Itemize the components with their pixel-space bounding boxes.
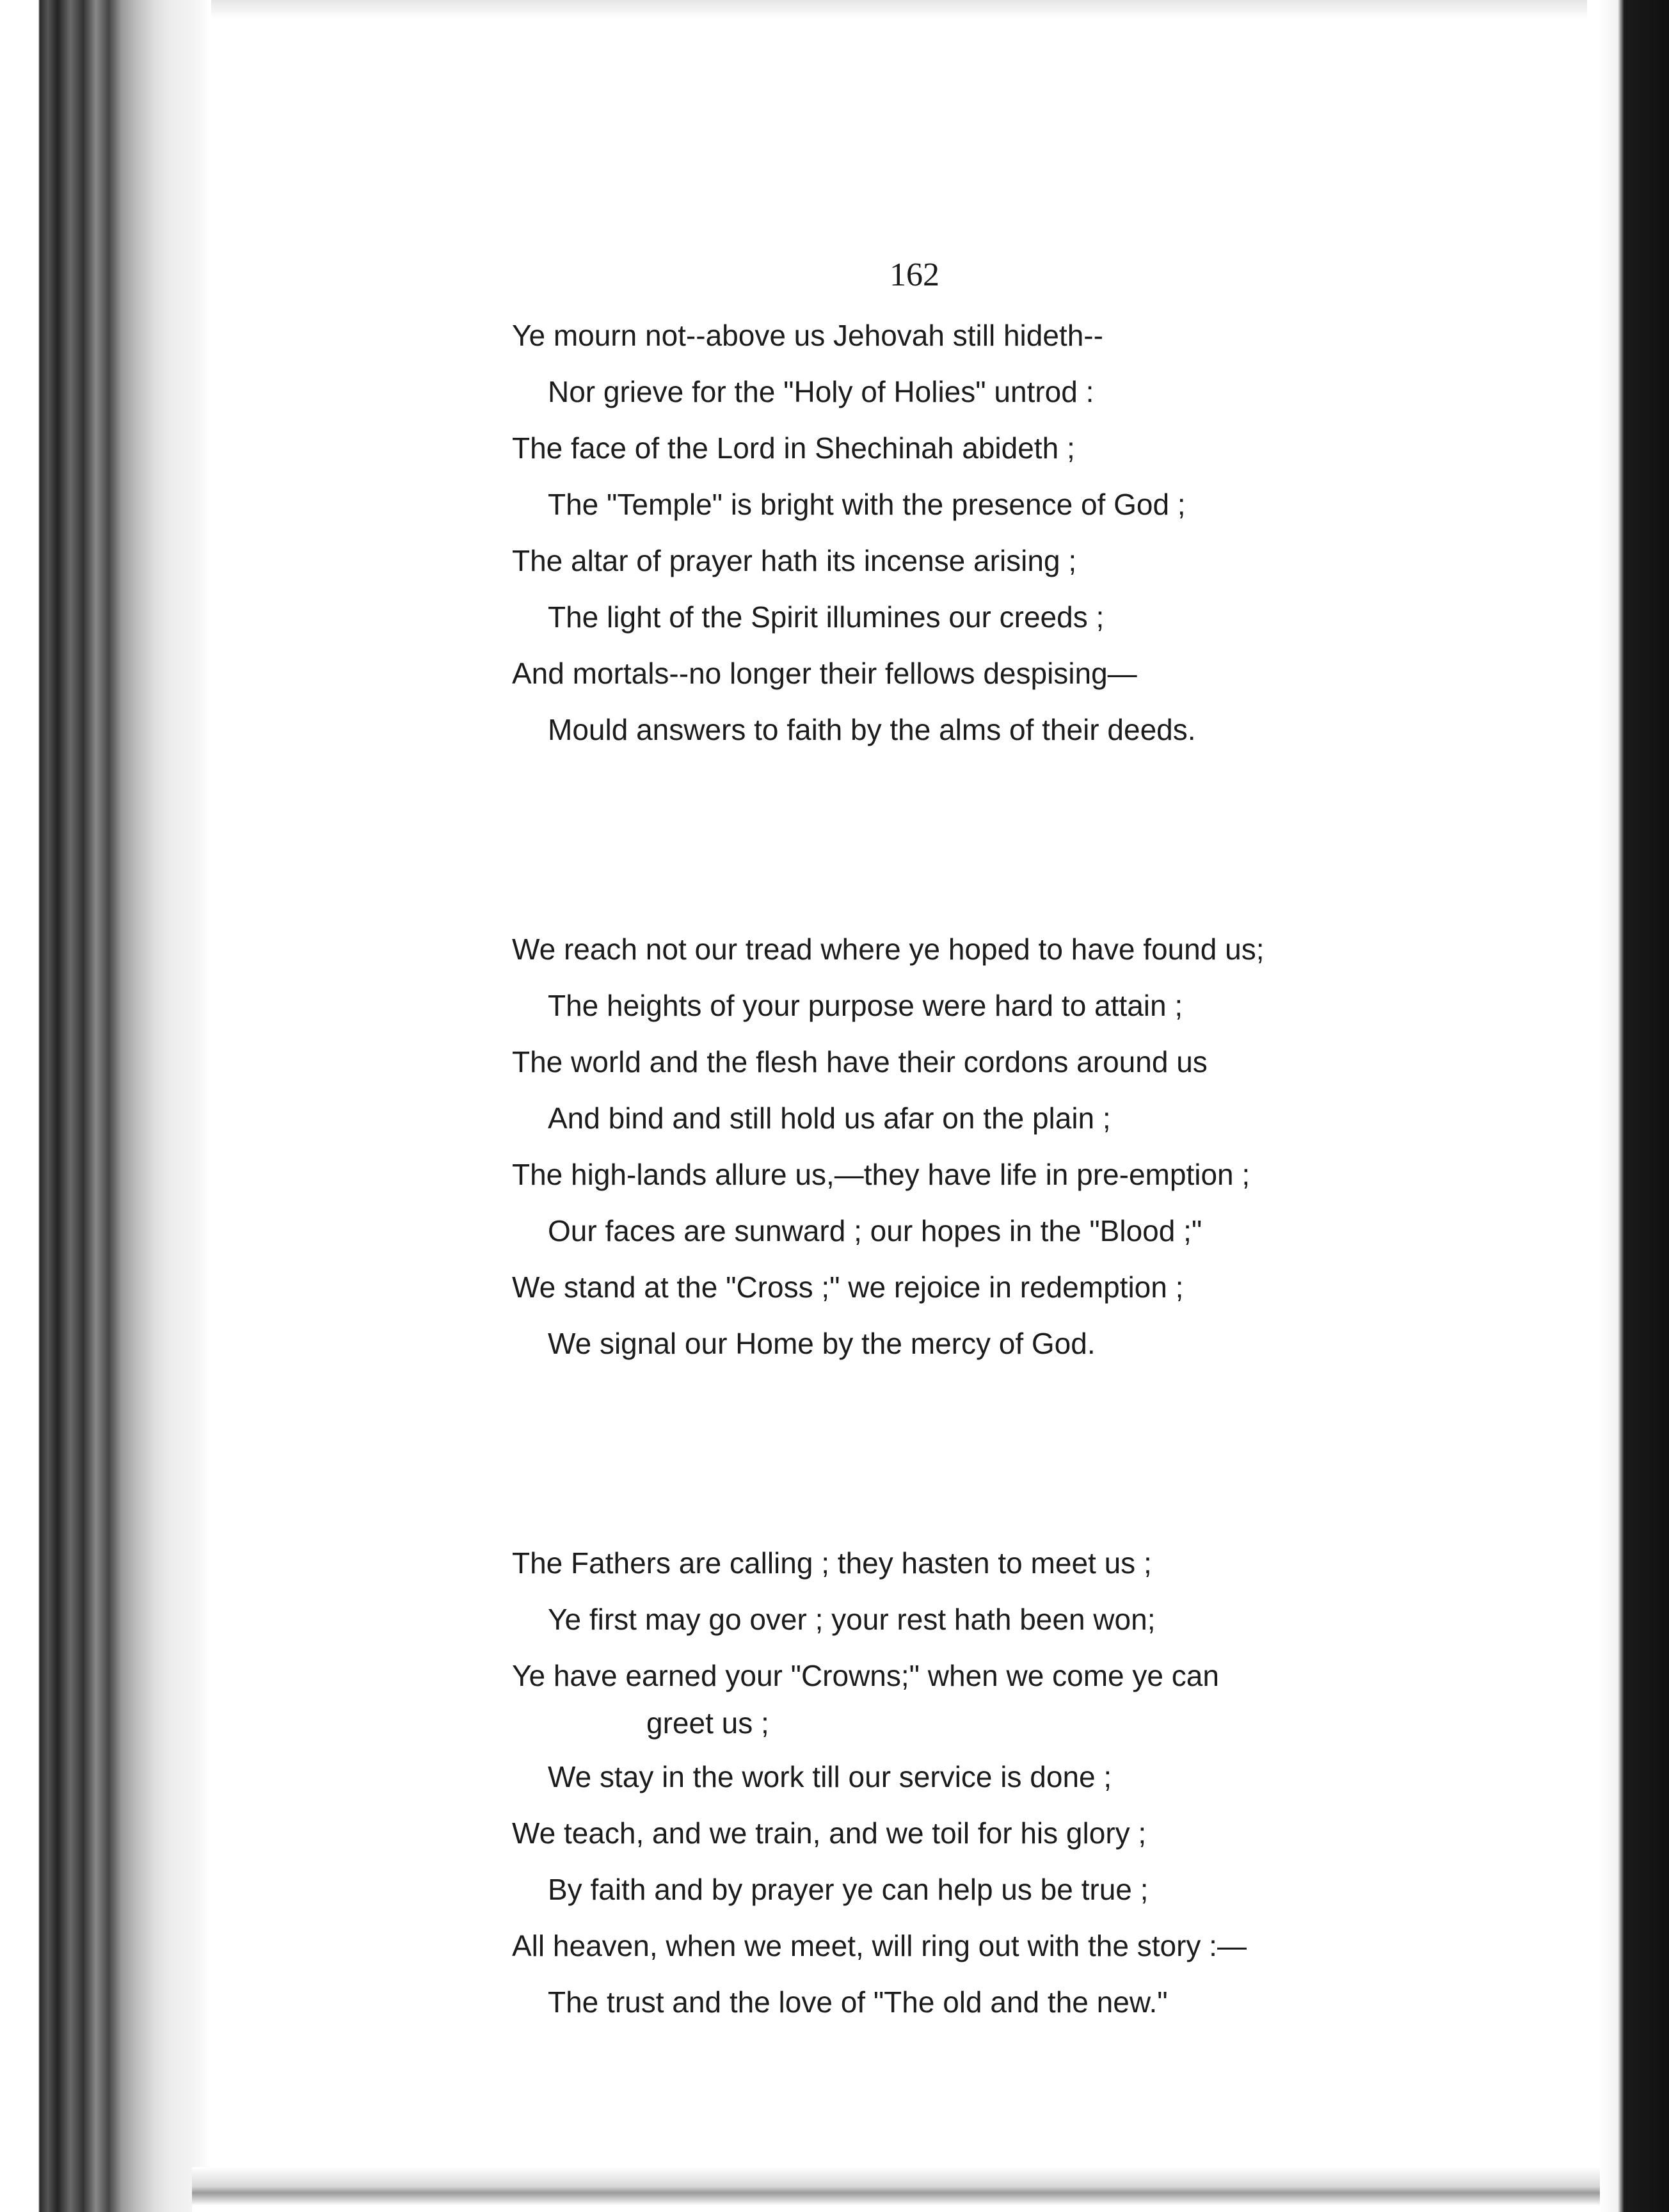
poem-line: And bind and still hold us afar on the plain ; [548, 1102, 1111, 1135]
poem-line: We stay in the work till our service is done ; [548, 1760, 1112, 1793]
poem-line: All heaven, when we meet, will ring out with the story :— [512, 1929, 1247, 1962]
page-top-edge [211, 0, 1587, 19]
poem-line: Ye have earned your "Crowns;" when we come ye can [512, 1659, 1219, 1692]
poem-line: The heights of your purpose were hard to attain ; [548, 989, 1183, 1022]
poem-line: We stand at the "Cross ;" we rejoice in redemption ; [512, 1270, 1184, 1304]
poem-line: The high-lands allure us,—they have life in pre-emption ; [512, 1158, 1250, 1191]
poem-line: We reach not our tread where ye hoped to have found us; [512, 933, 1265, 966]
stanza-2 [512, 921, 1440, 1372]
book-edge [0, 0, 211, 2212]
stanza-1 [512, 307, 1440, 758]
poem-line: The trust and the love of "The old and the new." [548, 1985, 1168, 2019]
poem-line: We signal our Home by the mercy of God. [548, 1327, 1096, 1360]
poem-line: The Fathers are calling ; they hasten to meet us ; [512, 1546, 1152, 1580]
poem-line-continuation: greet us ; [646, 1706, 769, 1740]
poem-line: The "Temple" is bright with the presence of God ; [548, 488, 1186, 521]
poem-line: We teach, and we train, and we toil for his glory ; [512, 1816, 1147, 1850]
poem-line: The face of the Lord in Shechinah abideth ; [512, 431, 1075, 465]
poem-line: The light of the Spirit illumines our creeds ; [548, 600, 1105, 634]
poem-line: By faith and by prayer ye can help us be true ; [548, 1873, 1149, 1906]
stanza-3 [512, 1535, 1440, 2030]
poem-line: Our faces are sunward ; our hopes in the "Blood ;" [548, 1214, 1202, 1247]
page-number: 162 [890, 257, 939, 293]
poem-line: Ye mourn not--above us Jehovah still hideth-- [512, 319, 1103, 352]
poem [512, 307, 1440, 2193]
poem-line: The altar of prayer hath its incense arising ; [512, 544, 1077, 577]
poem-line: Mould answers to faith by the alms of their deeds. [548, 713, 1196, 746]
poem-line: And mortals--no longer their fellows despising— [512, 657, 1137, 690]
poem-line: The world and the flesh have their cordons around us [512, 1045, 1208, 1078]
page-right-edge [1599, 0, 1669, 2212]
poem-line: Nor grieve for the "Holy of Holies" untrod : [548, 375, 1094, 408]
poem-line: Ye first may go over ; your rest hath been won; [548, 1603, 1156, 1636]
